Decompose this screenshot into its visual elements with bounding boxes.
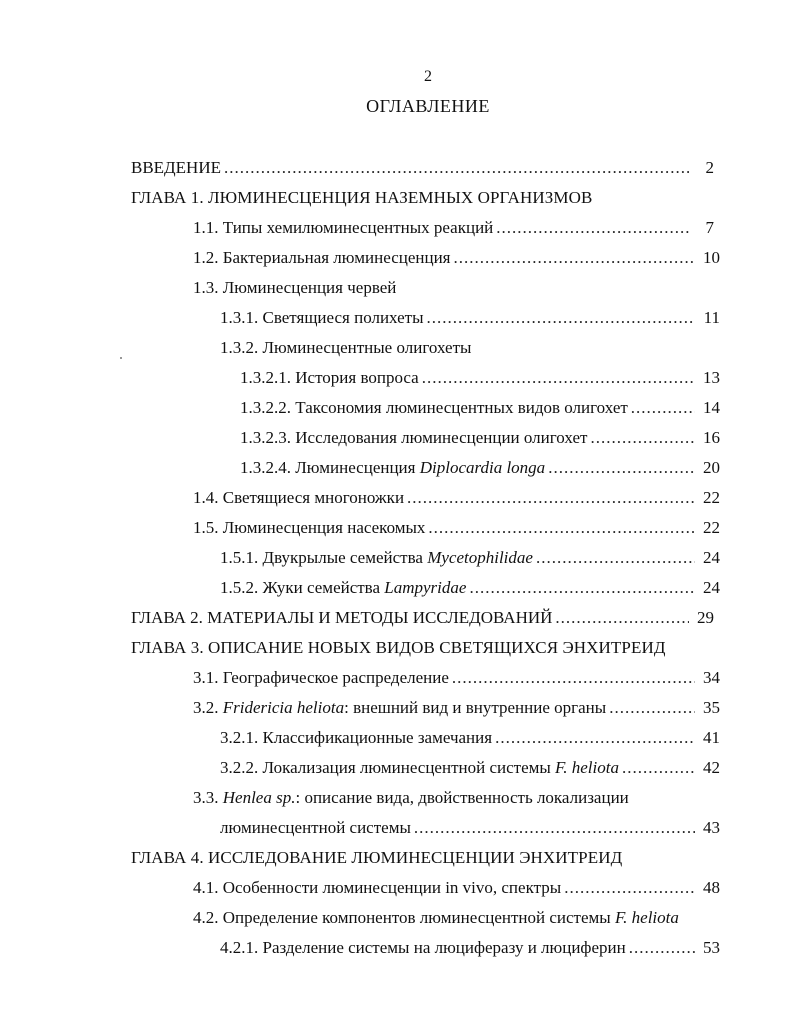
toc-entry-4-1[interactable] [193, 878, 720, 906]
toc-entry-page: 29 [697, 608, 714, 627]
toc-entry-3-2-2[interactable] [220, 758, 720, 786]
toc-entry-text: ГЛАВА 1. ЛЮМИНЕСЦЕНЦИЯ НАЗЕМНЫХ ОРГАНИЗМОВ [131, 188, 593, 207]
toc-entry-text [220, 548, 533, 568]
toc-entry-text [220, 578, 466, 598]
leader-dots [224, 158, 689, 178]
toc-entry-1-3-2-2[interactable] [240, 398, 720, 426]
toc-entry-1-1[interactable] [193, 218, 714, 246]
toc-entry-page: 11 [703, 308, 720, 327]
toc-entry-text-plain: 3.2.2. Локализация люминесцентной системы [220, 758, 556, 777]
species-name: Fridericia heliota [222, 698, 345, 717]
toc-entry-1-3-2-1[interactable] [240, 368, 720, 396]
toc-entry-4-2-1[interactable] [220, 938, 720, 966]
toc-entry-text-plain: 4.2. Определение компонентов люминесцентной системы [193, 908, 615, 927]
toc-entry-text-plain: 1.5.2. Жуки семейства [220, 578, 385, 597]
toc-entry-page: 48 [703, 878, 720, 897]
toc-entry-text-plain: 1.5.1. Двукрылые семейства [220, 548, 428, 567]
toc-entry-1-3-2-4[interactable] [240, 458, 720, 486]
toc-title: ОГЛАВЛЕНИЕ [366, 96, 490, 116]
toc-entry-text [193, 698, 606, 718]
toc-chapter-3[interactable] [131, 638, 714, 666]
leader-dots [555, 608, 689, 628]
toc-entry-text [220, 758, 619, 778]
toc-entry-prefix: 3.2. [193, 698, 223, 717]
toc-entry-text: ГЛАВА 4. ИССЛЕДОВАНИЕ ЛЮМИНЕСЦЕНЦИИ ЭНХИТРЕИД [131, 848, 623, 867]
leader-dots [407, 488, 695, 508]
toc-entry-text: 3.1. Географическое распределение [193, 668, 449, 687]
taxon-name: Lampyridae [384, 578, 467, 597]
leader-dots [495, 728, 695, 748]
toc-entry-1-2[interactable] [193, 248, 720, 276]
leader-dots [469, 578, 695, 598]
toc-entry-1-4[interactable] [193, 488, 720, 516]
leader-dots [631, 398, 695, 418]
toc-entry-prefix: 3.3. [193, 788, 223, 807]
toc-entry-3-3-continued[interactable] [220, 818, 720, 846]
taxon-name: Mycetophilidae [427, 548, 533, 567]
leader-dots [629, 938, 695, 958]
toc-entry-1-5-1[interactable] [220, 548, 720, 576]
toc-entry-text: 1.3.2.2. Таксономия люминесцентных видов олигохет [240, 398, 628, 417]
leader-dots [622, 758, 695, 778]
toc-entry-page: 43 [703, 818, 720, 837]
leader-dots [452, 668, 695, 688]
toc-entry-text: 1.3. Люминесценция червей [193, 278, 397, 297]
leader-dots [427, 308, 695, 328]
toc-entry-page: 34 [703, 668, 720, 687]
species-name: F. heliota [555, 758, 619, 777]
toc-entry-1-3-1[interactable] [220, 308, 720, 336]
toc-entry-text: 4.1. Особенности люминесценции in vivo, спектры [193, 878, 562, 897]
toc-entry-page: 20 [703, 458, 720, 477]
toc-entry-text: люминесцентной системы [220, 818, 411, 837]
toc-entry-text-plain: : внешний вид и внутренние органы [344, 698, 607, 717]
toc-entry-1-3[interactable] [193, 278, 714, 306]
toc-entry-page: 24 [703, 578, 720, 597]
toc-entry-text [193, 788, 629, 808]
leader-dots [428, 518, 695, 538]
scan-speck [120, 357, 122, 359]
toc-entry-text: 1.3.2. Люминесцентные олигохеты [220, 338, 472, 357]
toc-entry-text: 1.4. Светящиеся многоножки [193, 488, 405, 507]
toc-entry-page: 22 [703, 488, 720, 507]
toc-entry-page: 7 [705, 218, 714, 237]
toc-entry-text: 1.3.2.3. Исследования люминесценции олигохет [240, 428, 588, 447]
toc-entry-page: 2 [705, 158, 714, 177]
toc-entry-page: 14 [703, 398, 720, 417]
toc-entry-text: 1.2. Бактериальная люминесценция [193, 248, 451, 267]
leader-dots [609, 698, 695, 718]
toc-entry-introduction[interactable] [131, 158, 714, 186]
toc-entry-text-plain: : описание вида, двойственность локализации [295, 788, 629, 807]
toc-entry-1-5[interactable] [193, 518, 720, 546]
toc-entry-page: 22 [703, 518, 720, 537]
leader-dots [536, 548, 695, 568]
toc-entry-page: 53 [703, 938, 720, 957]
toc-entry-page: 41 [703, 728, 720, 747]
toc-entry-text: 4.2.1. Разделение системы на люциферазу и люциферин [220, 938, 626, 957]
leader-dots [414, 818, 695, 838]
page-number: 2 [424, 68, 432, 85]
species-name: Diplocardia longa [419, 458, 546, 477]
toc-entry-page: 10 [703, 248, 720, 267]
toc-entry-1-3-2[interactable] [220, 338, 720, 366]
leader-dots [454, 248, 696, 268]
toc-entry-1-3-2-3[interactable] [240, 428, 720, 456]
toc-entry-text: 1.1. Типы хемилюминесцентных реакций [193, 218, 494, 237]
toc-entry-text: 3.2.1. Классификационные замечания [220, 728, 493, 747]
toc-entry-page: 16 [703, 428, 720, 447]
toc-entry-4-2[interactable] [193, 908, 720, 936]
toc-entry-page: 24 [703, 548, 720, 567]
toc-entry-text: ГЛАВА 3. ОПИСАНИЕ НОВЫХ ВИДОВ СВЕТЯЩИХСЯ ЭНХИТРЕИД [131, 638, 666, 657]
toc-entry-text: 1.5. Люминесценция насекомых [193, 518, 426, 537]
toc-entry-text: 1.3.2.1. История вопроса [240, 368, 419, 387]
leader-dots [564, 878, 695, 898]
toc-entry-3-2-1[interactable] [220, 728, 720, 756]
toc-entry-page: 42 [703, 758, 720, 777]
leader-dots [548, 458, 695, 478]
toc-entry-text [240, 458, 545, 478]
toc-entry-1-5-2[interactable] [220, 578, 720, 606]
toc-entry-text-plain: 1.3.2.4. Люминесценция [240, 458, 420, 477]
toc-entry-page: 13 [703, 368, 720, 387]
leader-dots [496, 218, 689, 238]
species-name: Henlea sp. [222, 788, 296, 807]
toc-entry-text: ГЛАВА 2. МАТЕРИАЛЫ И МЕТОДЫ ИССЛЕДОВАНИЙ [131, 608, 553, 627]
toc-entry-text: ВВЕДЕНИЕ [131, 158, 221, 177]
leader-dots [422, 368, 695, 388]
toc-entry-text [193, 908, 679, 928]
toc-entry-page: 35 [703, 698, 720, 717]
toc-entry-3-3[interactable] [193, 788, 720, 816]
toc-chapter-2[interactable] [131, 608, 714, 636]
toc-chapter-1[interactable] [131, 188, 714, 216]
toc-chapter-4[interactable] [131, 848, 714, 876]
toc-entry-text: 1.3.1. Светящиеся полихеты [220, 308, 424, 327]
leader-dots [590, 428, 695, 448]
toc-entry-3-1[interactable] [193, 668, 720, 696]
toc-entry-3-2[interactable] [193, 698, 720, 726]
species-name: F. heliota [614, 908, 679, 927]
